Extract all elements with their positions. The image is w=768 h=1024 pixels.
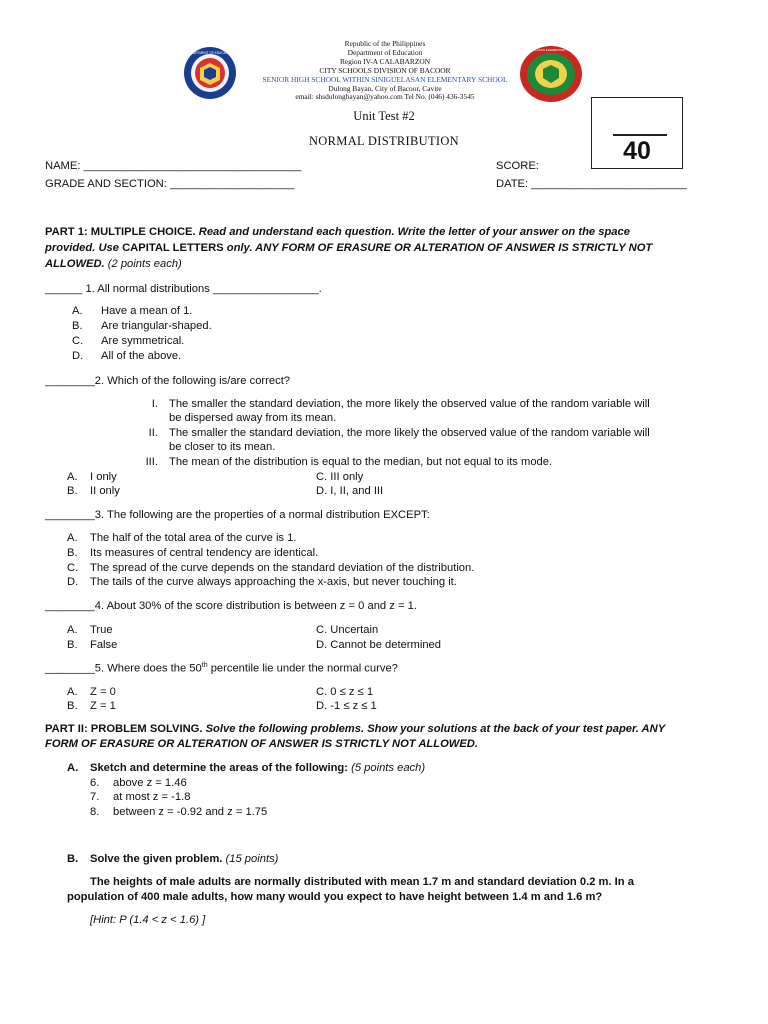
option-text: C. 0 ≤ z ≤ 1 — [316, 686, 374, 698]
part2-instr-text: Solve the following problems. Show your solutions at the back of your test paper. ANY — [205, 723, 666, 735]
topic-title: NORMAL DISTRIBUTION — [308, 134, 460, 148]
option-letter: A. — [67, 686, 78, 698]
part1-instr-text: ALLOWED. — [45, 258, 105, 270]
section-points: (15 points) — [225, 853, 279, 865]
superscript: th — [201, 662, 208, 669]
statement-text: The mean of the distribution is equal to the median, but not equal to its mode. — [169, 456, 553, 468]
option-text: D. -1 ≤ z ≤ 1 — [316, 700, 377, 712]
question-4-stem[interactable]: ________4. About 30% of the score distribution is between z = 0 and z = 1. — [45, 600, 417, 612]
option-text: Are triangular-shaped. — [101, 320, 212, 332]
section-b-title — [90, 853, 278, 865]
part2-heading: PART II: PROBLEM SOLVING. — [45, 723, 203, 735]
part2-instructions-line1 — [45, 723, 665, 735]
deped-seal-logo — [183, 46, 237, 100]
statement-text: The smaller the standard deviation, the more likely the observed value of the random variable will — [169, 427, 650, 439]
section-a-title — [90, 762, 425, 774]
option-text: C. III only — [316, 471, 364, 483]
option-text: Z = 0 — [90, 686, 116, 698]
header-line: Department of Education — [347, 47, 423, 57]
section-letter: B. — [67, 853, 79, 865]
option-text: Its measures of central tendency are identical. — [90, 547, 319, 559]
section-letter: A. — [67, 762, 79, 774]
option-text: The tails of the curve always approaching the x-axis, but never touching it. — [90, 576, 457, 588]
option-letter: A. — [72, 305, 83, 317]
header-line-school: SENIOR HIGH SCHOOL WITHIN SINIGUELASAN ELEMENTARY SCHOOL — [262, 74, 508, 84]
header-line: Republic of the Philippines — [344, 39, 426, 48]
option-text: D. Cannot be determined — [316, 639, 442, 651]
part1-instr-text: Read and understand each question. Write the letter of your answer on the space — [198, 226, 630, 238]
statement-text: The smaller the standard deviation, the more likely the observed value of the random variable will — [169, 398, 650, 410]
option-text: C. Uncertain — [316, 624, 379, 636]
statement-text: be dispersed away from its mean. — [169, 412, 337, 424]
statement-text: be closer to its mean. — [169, 441, 276, 453]
option-text: Have a mean of 1. — [101, 305, 193, 317]
item-number: 7. — [90, 791, 100, 803]
question-5-stem[interactable] — [45, 662, 398, 675]
option-letter: C. — [72, 335, 84, 347]
seal-text: DEPARTMENT OF EDUCATION — [186, 51, 234, 55]
section-points: (5 points each) — [351, 762, 426, 774]
header-line: email: shsdulongbayan@yahoo.com Tel No. (046) 436-3545 — [295, 92, 475, 102]
part1-heading: PART 1: MULTIPLE CHOICE. — [45, 226, 196, 238]
statement-numeral: II. — [148, 427, 158, 439]
option-letter: A. — [67, 624, 78, 636]
score-box — [591, 97, 683, 169]
option-letter: A. — [67, 471, 78, 483]
seal-text: SINIGUELASAN ELEMENTARY SCHOOL — [522, 48, 580, 52]
option-text: Z = 1 — [90, 700, 116, 712]
option-letter: A. — [67, 532, 78, 544]
header-line: Region IV-A CALABARZON — [339, 56, 431, 66]
option-text: I only — [90, 471, 117, 483]
test-title: Unit Test #2 — [353, 109, 415, 123]
date-field[interactable]: DATE: _________________________ — [496, 178, 687, 190]
header-line: Dulong Bayan, City of Bacoor, Cavite — [328, 83, 442, 93]
question-1-stem[interactable]: ______ 1. All normal distributions _________________. — [45, 283, 322, 295]
item-text: above z = 1.46 — [113, 777, 187, 789]
grade-section-field[interactable]: GRADE AND SECTION: ____________________ — [45, 178, 295, 190]
option-letter: B. — [67, 485, 78, 497]
option-letter: B. — [67, 547, 78, 559]
section-title: Solve the given problem. — [90, 853, 223, 865]
option-letter: D. — [72, 350, 84, 362]
statement-numeral: III. — [145, 456, 158, 468]
option-text: The spread of the curve depends on the standard deviation of the distribution. — [90, 562, 475, 574]
option-text: Are symmetrical. — [101, 335, 185, 347]
option-text: II only — [90, 485, 120, 497]
school-header — [240, 40, 530, 102]
question-5-stem-text: percentile lie under the normal curve? — [207, 662, 398, 675]
name-field[interactable]: NAME: ___________________________________ — [45, 160, 302, 172]
question-5-stem-text: ________5. Where does the 50 — [45, 662, 202, 675]
option-letter: B. — [67, 639, 78, 651]
part1-instructions-line1 — [45, 226, 630, 238]
statement-numeral: I. — [151, 398, 158, 410]
score-blank — [613, 134, 667, 136]
score-total: 40 — [623, 137, 651, 165]
part2-instructions-line2: FORM OF ERASURE OR ALTERATION OF ANSWER IS STRICTLY NOT ALLOWED. — [45, 738, 478, 750]
part1-instr-text: only. ANY FORM OF ERASURE OR ALTERATION OF ANSWER IS STRICTLY NOT — [226, 242, 653, 254]
option-text: All of the above. — [101, 350, 182, 362]
problem-hint: [Hint: P (1.4 < z < 1.6) ] — [90, 914, 206, 926]
problem-text: population of 400 male adults, how many would you expect to have height between 1.4 m and 1.6 m? — [67, 891, 603, 903]
part1-points: (2 points each) — [107, 258, 182, 270]
option-text: The half of the total area of the curve is 1. — [90, 532, 297, 544]
section-title: Sketch and determine the areas of the following: — [90, 762, 348, 774]
option-text: True — [90, 624, 113, 636]
question-2-stem[interactable]: ________2. Which of the following is/are correct? — [45, 375, 291, 387]
part1-instr-text: provided. Use — [45, 242, 119, 254]
item-text: between z = -0.92 and z = 1.75 — [113, 806, 268, 818]
item-number: 6. — [90, 777, 100, 789]
option-text: False — [90, 639, 118, 651]
part1-instructions-line2 — [45, 242, 652, 254]
header-line: CITY SCHOOLS DIVISION OF BACOOR — [319, 65, 451, 75]
option-letter: B. — [72, 320, 83, 332]
item-number: 8. — [90, 806, 100, 818]
option-letter: C. — [67, 562, 79, 574]
score-field[interactable]: SCORE: — [496, 160, 539, 172]
problem-text: The heights of male adults are normally distributed with mean 1.7 m and standard deviation 0.2 m. In a — [90, 876, 634, 888]
part1-instructions-line3 — [45, 258, 182, 270]
option-letter: B. — [67, 700, 78, 712]
option-text: D. I, II, and III — [316, 485, 384, 497]
option-letter: D. — [67, 576, 79, 588]
question-3-stem[interactable]: ________3. The following are the properties of a normal distribution EXCEPT: — [45, 509, 430, 521]
item-text: at most z = -1.8 — [113, 791, 191, 803]
part1-instr-caps: CAPITAL LETTERS — [122, 242, 224, 254]
